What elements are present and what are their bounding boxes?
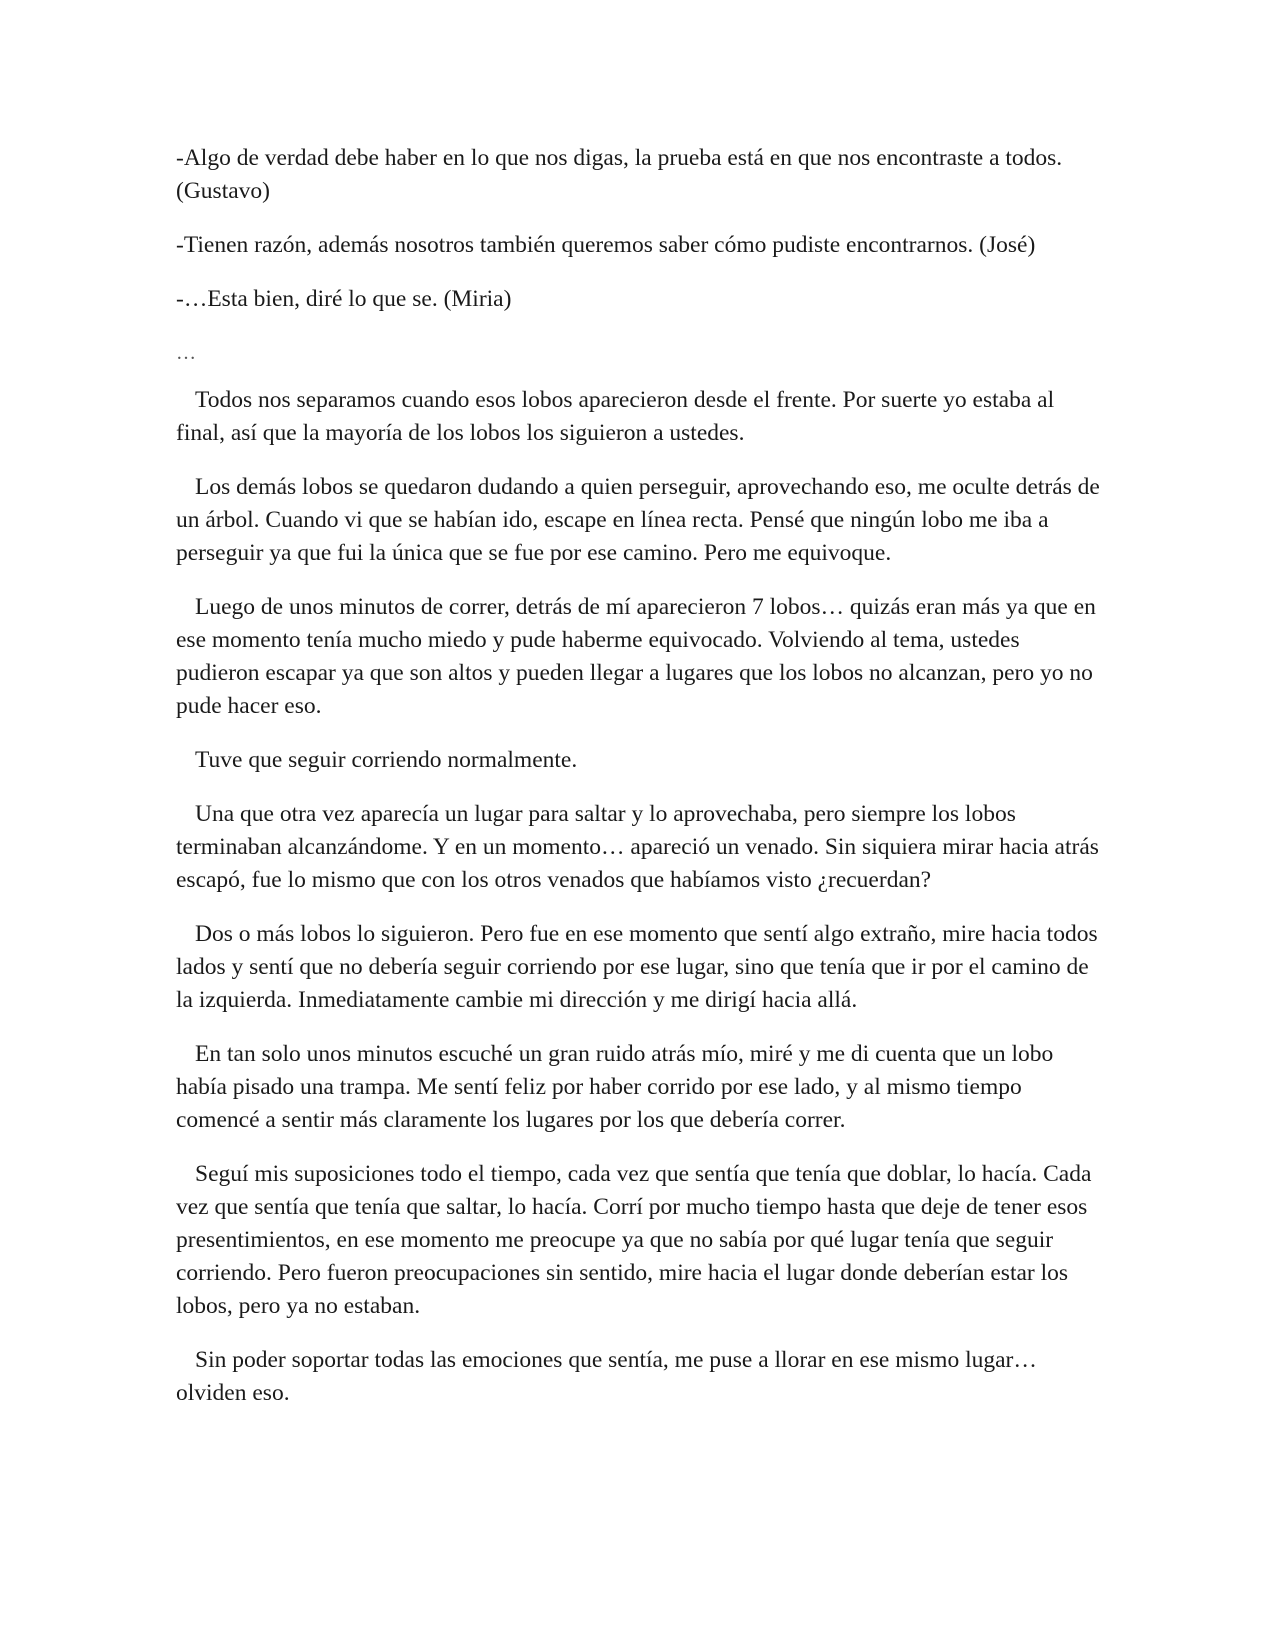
document-page xyxy=(176,142,1101,1431)
paragraph: Los demás lobos se quedaron dudando a quien perseguir, aprovechando eso, me oculte detrás de un árbol. Cuando vi que se habían ido, escape en línea recta. Pensé que ningún lobo me iba a perseguir ya que fui la única que se fue por ese camino. Pero me equivoque. xyxy=(176,474,1100,566)
scene-separator: … xyxy=(176,342,196,364)
dialogue-line-gustavo: -Algo de verdad debe haber en lo que nos digas, la prueba está en que nos encontraste a todos. (Gustavo) xyxy=(176,145,1063,204)
paragraph: Seguí mis suposiciones todo el tiempo, cada vez que sentía que tenía que doblar, lo hacía. Cada vez que sentía que tenía que saltar, lo hacía. Corrí por mucho tiempo hasta que deje de tener esos presentimientos, en ese momento me preocupe ya que no sabía por qué lugar tenía que seguir corriendo. Pero fueron preocupaciones sin sentido, mire hacia el lugar donde deberían estar los lobos, pero ya no estaban. xyxy=(176,1161,1092,1319)
paragraph: Luego de unos minutos de correr, detrás de mí aparecieron 7 lobos… quizás eran más ya que en ese momento tenía mucho miedo y pude haberme equivocado. Volviendo al tema, ustedes pudieron escapar ya que son altos y pueden llegar a lugares que los lobos no alcanzan, pero yo no pude hacer eso. xyxy=(176,594,1096,719)
paragraph: Sin poder soportar todas las emociones que sentía, me puse a llorar en ese mismo lugar… olviden eso. xyxy=(176,1347,1037,1406)
paragraph: Una que otra vez aparecía un lugar para saltar y lo aprovechaba, pero siempre los lobos terminaban alcanzándome. Y en un momento… apareció un venado. Sin siquiera mirar hacia atrás escapó, fue lo mismo que con los otros venados que habíamos visto ¿recuerdan? xyxy=(176,801,1099,893)
dialogue-line-miria: -…Esta bien, diré lo que se. (Miria) xyxy=(176,286,512,312)
dialogue-line-jose: -Tienen razón, además nosotros también queremos saber cómo pudiste encontrarnos. (José) xyxy=(176,232,1036,258)
paragraph: En tan solo unos minutos escuché un gran ruido atrás mío, miré y me di cuenta que un lobo había pisado una trampa. Me sentí feliz por haber corrido por ese lado, y al mismo tiempo comencé a sentir más claramente los lugares por los que debería correr. xyxy=(176,1041,1054,1133)
paragraph: Tuve que seguir corriendo normalmente. xyxy=(195,747,578,773)
paragraph: Todos nos separamos cuando esos lobos aparecieron desde el frente. Por suerte yo estaba al final, así que la mayoría de los lobos los siguieron a ustedes. xyxy=(176,387,1055,446)
paragraph: Dos o más lobos lo siguieron. Pero fue en ese momento que sentí algo extraño, mire hacia todos lados y sentí que no debería seguir corriendo por ese lugar, sino que tenía que ir por el camino de la izquierda. Inmediatamente cambie mi dirección y me dirigí hacia allá. xyxy=(176,921,1098,1013)
